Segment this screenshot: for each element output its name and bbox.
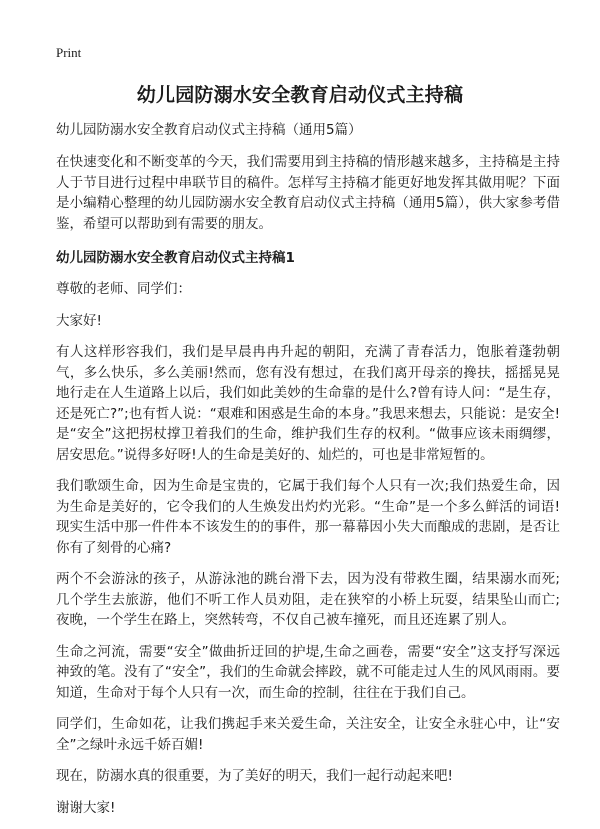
print-link[interactable]: Print [56,45,82,60]
paragraph-3: 两个不会游泳的孩子，从游泳池的跳台滑下去，因为没有带救生圈，结果溺水而死;几个学生去旅游，他们不听工作人员劝阻，走在狭窄的小桥上玩耍，结果坠山而亡;夜晚，一个学生在路上，突然转弯，不仅自己被车撞死，而且还连累了别人。 [56,571,560,628]
paragraph-1: 有人这样形容我们，我们是早晨冉冉升起的朝阳，充满了青春活力，饱胀着蓬勃朝气，多么快乐，多么美丽!然而，您有没有想过，在我们离开母亲的搀扶，摇摇晃晃地行走在人生道路上以后，我们如此美妙的生命靠的是什么?曾有诗人问：“是生存，还是死亡?”;也有哲人说：“艰难和困惑是生命的本身。”我思来想去，只能说：是安全!是“安全”这把拐杖撑卫着我们的生命，维护我们生存的权利。“做事应该未雨绸缪，居安思危。”说得多好呀!人的生命是美好的、灿烂的，可也是非常短暂的。 [56,344,560,463]
intro-paragraph: 在快速变化和不断变革的今天，我们需要用到主持稿的情形越来越多，主持稿是主持人于节目进行过程中串联节目的稿件。怎样写主持稿才能更好地发挥其做用呢？下面是小编精心整理的幼儿园防溺水安全教育启动仪式主持稿（通用5篇），供大家参考借鉴，希望可以帮助到有需要的朋友。 [56,154,560,232]
paragraph-6: 现在，防溺水真的很重要，为了美好的明天，我们一起行动起来吧! [56,768,453,784]
paragraph-hello: 大家好! [56,312,102,329]
paragraph-4: 生命之河流，需要“安全”做曲折迂回的护堤,生命之画卷，需要“安全”这支抒写深远神致的笔。没有了“安全”，我们的生命就会摔跤，就不可能走过人生的风风雨雨。要知道，生命对于每个人只有一次，而生命的控制，往往在于我们自己。 [56,643,560,701]
page-title: 幼儿园防溺水安全教育启动仪式主持稿 [136,84,464,106]
paragraph-greeting: 尊敬的老师、同学们： [56,281,191,297]
paragraph-5: 同学们，生命如花，让我们携起手来关爱生命，关注安全，让安全永驻心中，让“安全”之绿叶永远千娇百媚! [56,716,560,753]
document-subtitle: 幼儿园防溺水安全教育启动仪式主持稿（通用5篇） [56,122,362,138]
section-heading: 幼儿园防溺水安全教育启动仪式主持稿1 [56,250,295,266]
paragraph-closing: 谢谢大家! [56,799,116,816]
paragraph-2: 我们歌颂生命，因为生命是宝贵的，它属于我们每个人只有一次;我们热爱生命，因为生命是美好的，它令我们的人生焕发出灼灼光彩。“生命”是一个多么鲜活的词语!现实生活中那一件件本不该发生的的事件，那一幕幕因小失大而酿成的悲剧，是否让你有了刻骨的心痛? [56,478,560,556]
document-body [56,120,560,829]
